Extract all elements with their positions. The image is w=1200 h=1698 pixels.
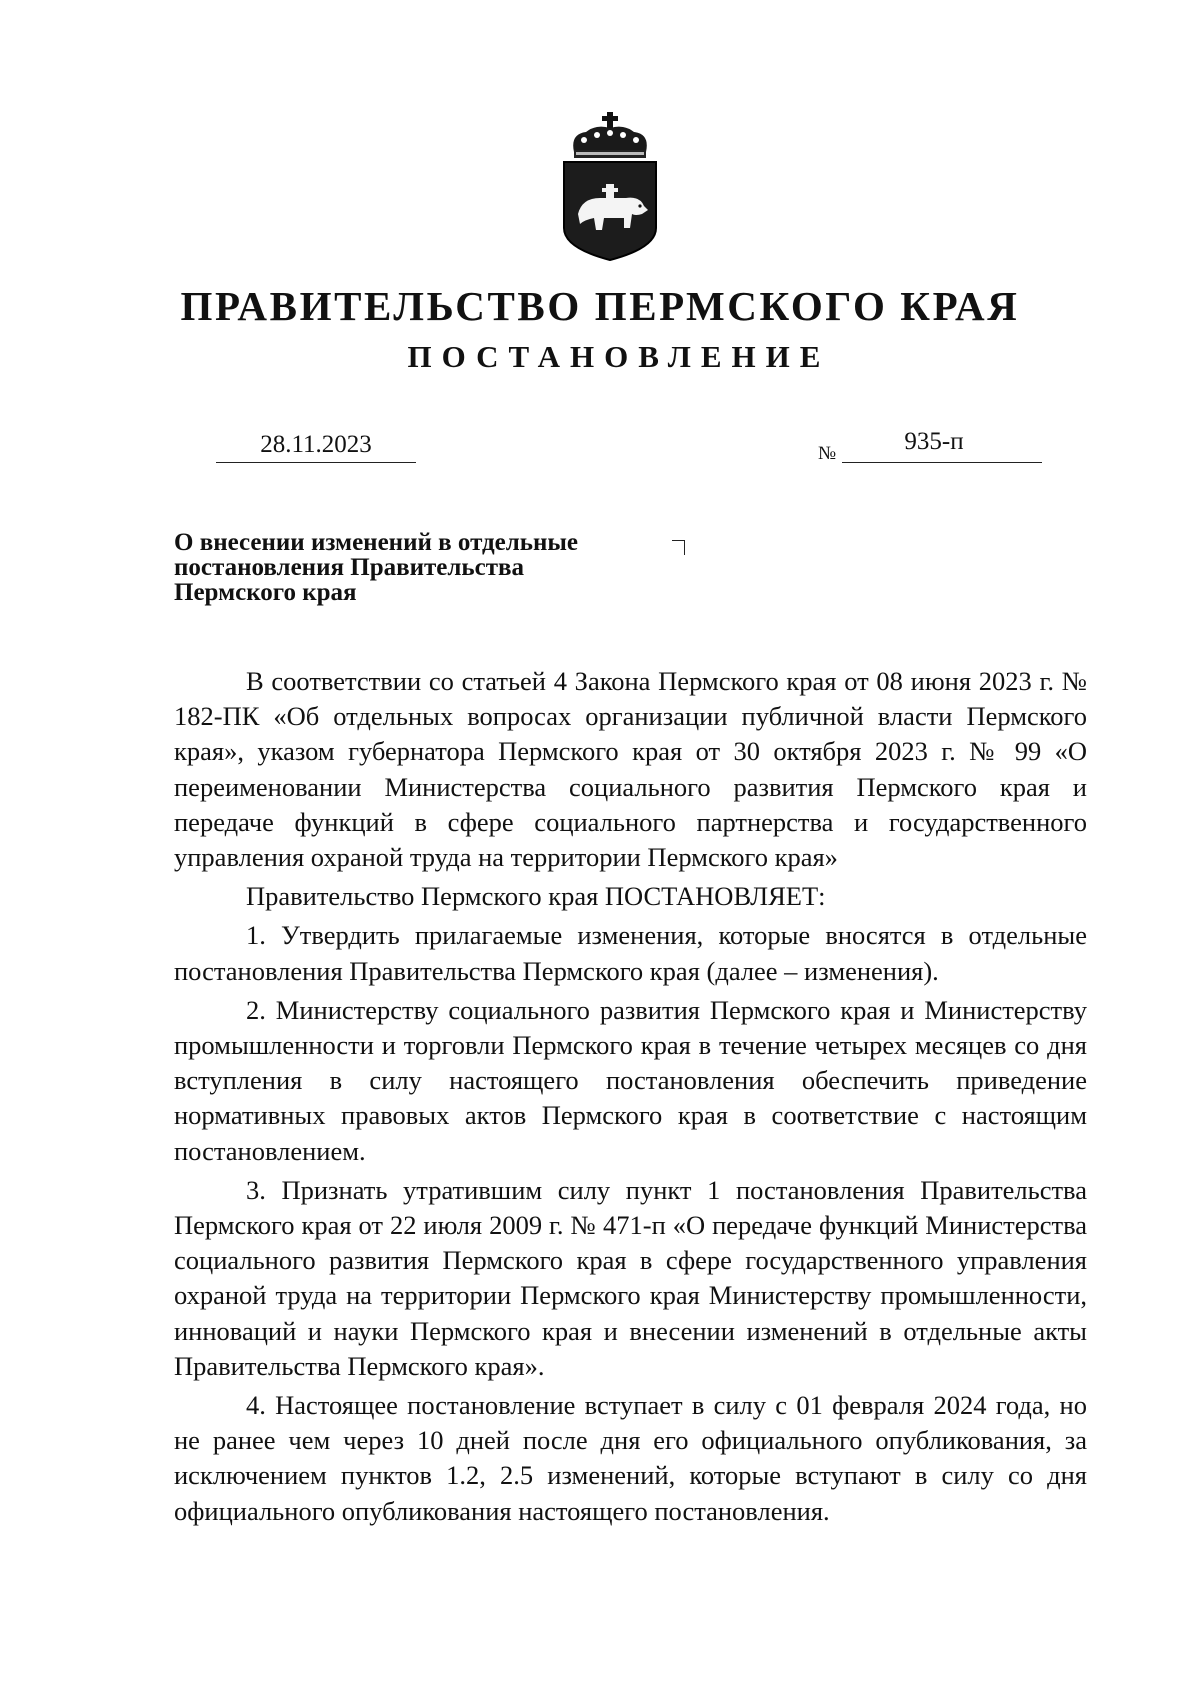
document-number-field [842, 424, 1042, 463]
body-paragraph-item-2: 2. Министерству социального развития Пермского края и Министерству промышленности и торговли Пермского края в течение четырех месяцев со дня вступления в силу настоящего постановления обеспечить приведение нормативных правовых актов Пермского края в соответствие с настоящим постановлением. [174, 994, 1087, 1166]
document-type-heading: ПОСТАНОВЛЕНИЕ [407, 339, 831, 374]
document-body [174, 664, 1087, 1529]
organization-title: ПРАВИТЕЛЬСТВО ПЕРМСКОГО КРАЯ [180, 283, 1020, 329]
document-subject [174, 530, 694, 605]
number-sign: № [818, 443, 837, 464]
document-number: 935-п [904, 428, 964, 455]
body-paragraph-item-3: 3. Признать утратившим силу пункт 1 постановления Правительства Пермского края от 22 июля 2009 г. № 471-п «О передаче функций Министерства социального развития Пермского края в сфере государственного управления охраной труда на территории Пермского края Министерству промышленности, инноваций и науки Пермского края и внесении изменений в отдельные акты Правительства Пермского края». [174, 1174, 1087, 1381]
subject-line: О внесении изменений в отдельные [174, 529, 579, 556]
document-date: 28.11.2023 [216, 428, 416, 463]
body-paragraph-resolves: Правительство Пермского края ПОСТАНОВЛЯЕТ: [246, 881, 826, 912]
body-paragraph-preamble: В соответствии со статьей 4 Закона Пермского края от 08 июня 2023 г. № 182-ПК «Об отдельных вопросах организации публичной власти Пермского края», указом губернатора Пермского края от 30 октября 2023 г. № 99 «О переименовании Министерства социального развития Пермского края и передаче функций в сфере социального партнерства и государственного управления охраной труда на территории Пермского края» [174, 666, 1087, 873]
subject-line: постановления Правительства [174, 554, 524, 581]
body-paragraph-item-4: 4. Настоящее постановление вступает в силу с 01 февраля 2024 года, но не ранее чем через 10 дней после дня его официального опубликования, за исключением пунктов 1.2, 2.5 изменений, которые вступают в силу со дня официального опубликования настоящего постановления. [174, 1390, 1087, 1526]
corner-bracket-mark [672, 540, 685, 555]
subject-line: Пермского края [174, 579, 357, 606]
coat-of-arms-icon [560, 110, 660, 262]
body-paragraph-item-1: 1. Утвердить прилагаемые изменения, которые вносятся в отдельные постановления Правительства Пермского края (далее – изменения). [174, 920, 1087, 986]
